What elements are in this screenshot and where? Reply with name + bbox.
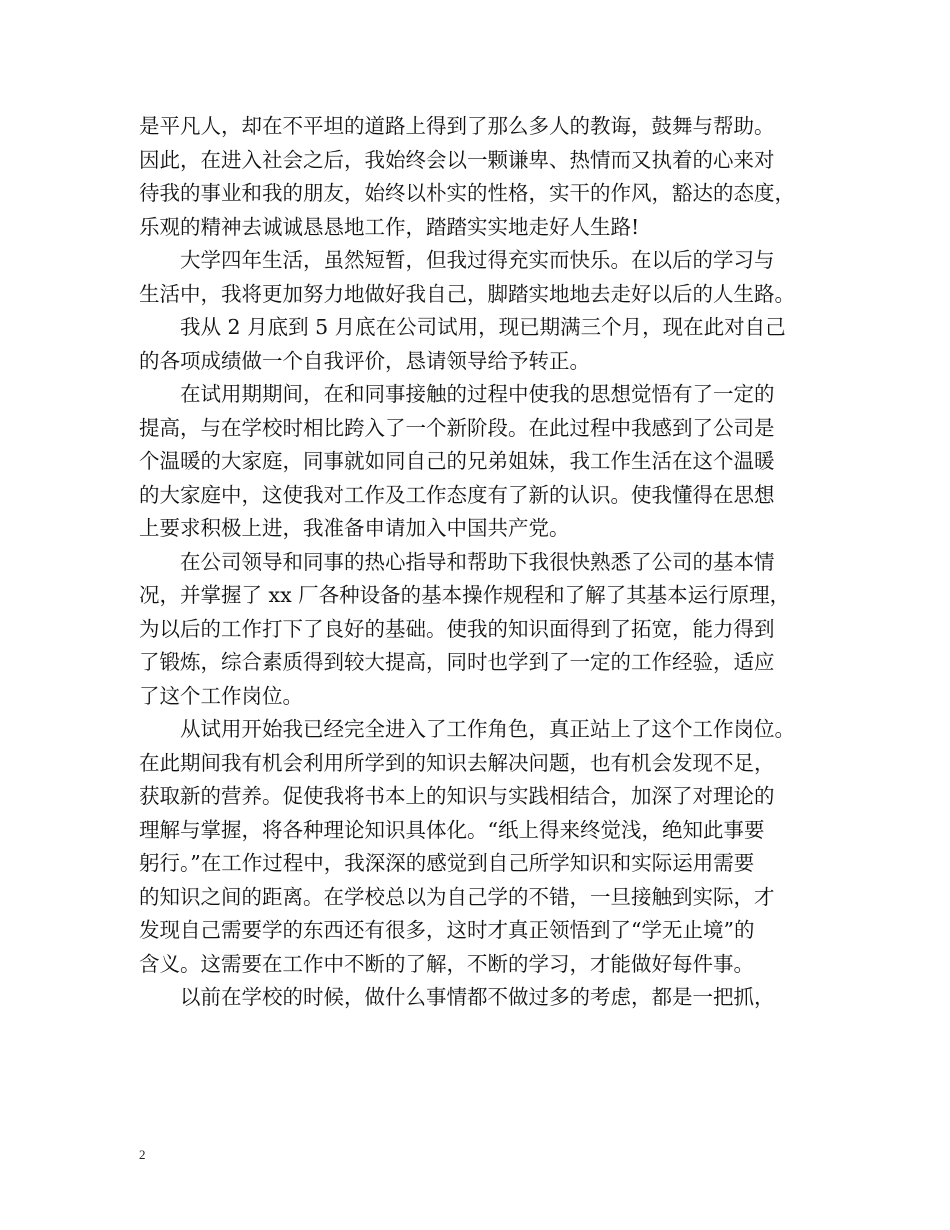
text-line: 提高，与在学校时相比跨入了一个新阶段。在此过程中我感到了公司是 [139,415,775,440]
text-line: 了这个工作岗位。 [139,683,303,708]
text-line: 的各项成绩做一个自我评价，恳请领导给予转正。 [139,348,590,373]
text-line: 乐观的精神去诚诚恳恳地工作，踏踏实实地走好人生路! [139,214,640,239]
text-line: 生活中，我将更加努力地做好我自己，脚踏实地地去走好以后的人生路。 [139,281,795,306]
text-line: 为以后的工作打下了良好的基础。使我的知识面得到了拓宽，能力得到 [139,616,775,641]
text-line: 在公司领导和同事的热心指导和帮助下我很快熟悉了公司的基本情 [139,549,775,574]
text-line: 待我的事业和我的朋友，始终以朴实的性格，实干的作风，豁达的态度， [139,181,795,205]
text-line: 个温暖的大家庭，同事就如同自己的兄弟姐妹，我工作生活在这个温暖 [139,449,775,473]
page-number: 2 [139,1147,146,1162]
text-line: 因此，在进入社会之后，我始终会以一颗谦卑、热情而又执着的心来对 [139,147,775,172]
text-line: 获取新的营养。促使我将书本上的知识与实践相结合，加深了对理论的 [139,784,775,808]
text-line: 理解与掌握，将各种理论知识具体化。“纸上得来终觉浅，绝知此事要 [139,817,765,842]
text-line: 的大家庭中，这使我对工作及工作态度有了新的认识。使我懂得在思想 [139,482,775,507]
text-line: 含义。这需要在工作中不断的了解，不断的学习，才能做好每件事。 [139,951,754,976]
text-line: 我从 2 月底到 5 月底在公司试用，现已期满三个月，现在此对自己 [139,315,786,339]
text-line: 发现自己需要学的东西还有很多，这时才真正领悟到了“学无止境”的 [139,918,755,942]
text-line: 上要求积极上进，我准备申请加入中国共产党。 [139,516,570,540]
text-line: 在此期间我有机会利用所学到的知识去解决问题，也有机会发现不足， [139,750,775,775]
text-line: 了锻炼，综合素质得到较大提高，同时也学到了一定的工作经验，适应 [139,650,775,674]
text-line: 是平凡人，却在不平坦的道路上得到了那么多人的教诲，鼓舞与帮助。 [139,114,775,138]
text-line: 以前在学校的时候，做什么事情都不做过多的考虑，都是一把抓， [139,985,775,1009]
text-line: 的知识之间的距离。在学校总以为自己学的不错，一旦接触到实际，才 [139,884,775,909]
text-line: 在试用期期间，在和同事接触的过程中使我的思想觉悟有了一定的 [139,382,775,406]
text-line: 从试用开始我已经完全进入了工作角色，真正站上了这个工作岗位。 [139,717,795,741]
text-line: 大学四年生活，虽然短暂，但我过得充实而快乐。在以后的学习与 [139,248,775,272]
text-line: 躬行。”在工作过程中，我深深的感觉到自己所学知识和实际运用需要 [139,851,755,875]
text-line: 况，并掌握了 xx 厂各种设备的基本操作规程和了解了其基本运行原理， [139,583,791,607]
document-body [139,110,819,1015]
